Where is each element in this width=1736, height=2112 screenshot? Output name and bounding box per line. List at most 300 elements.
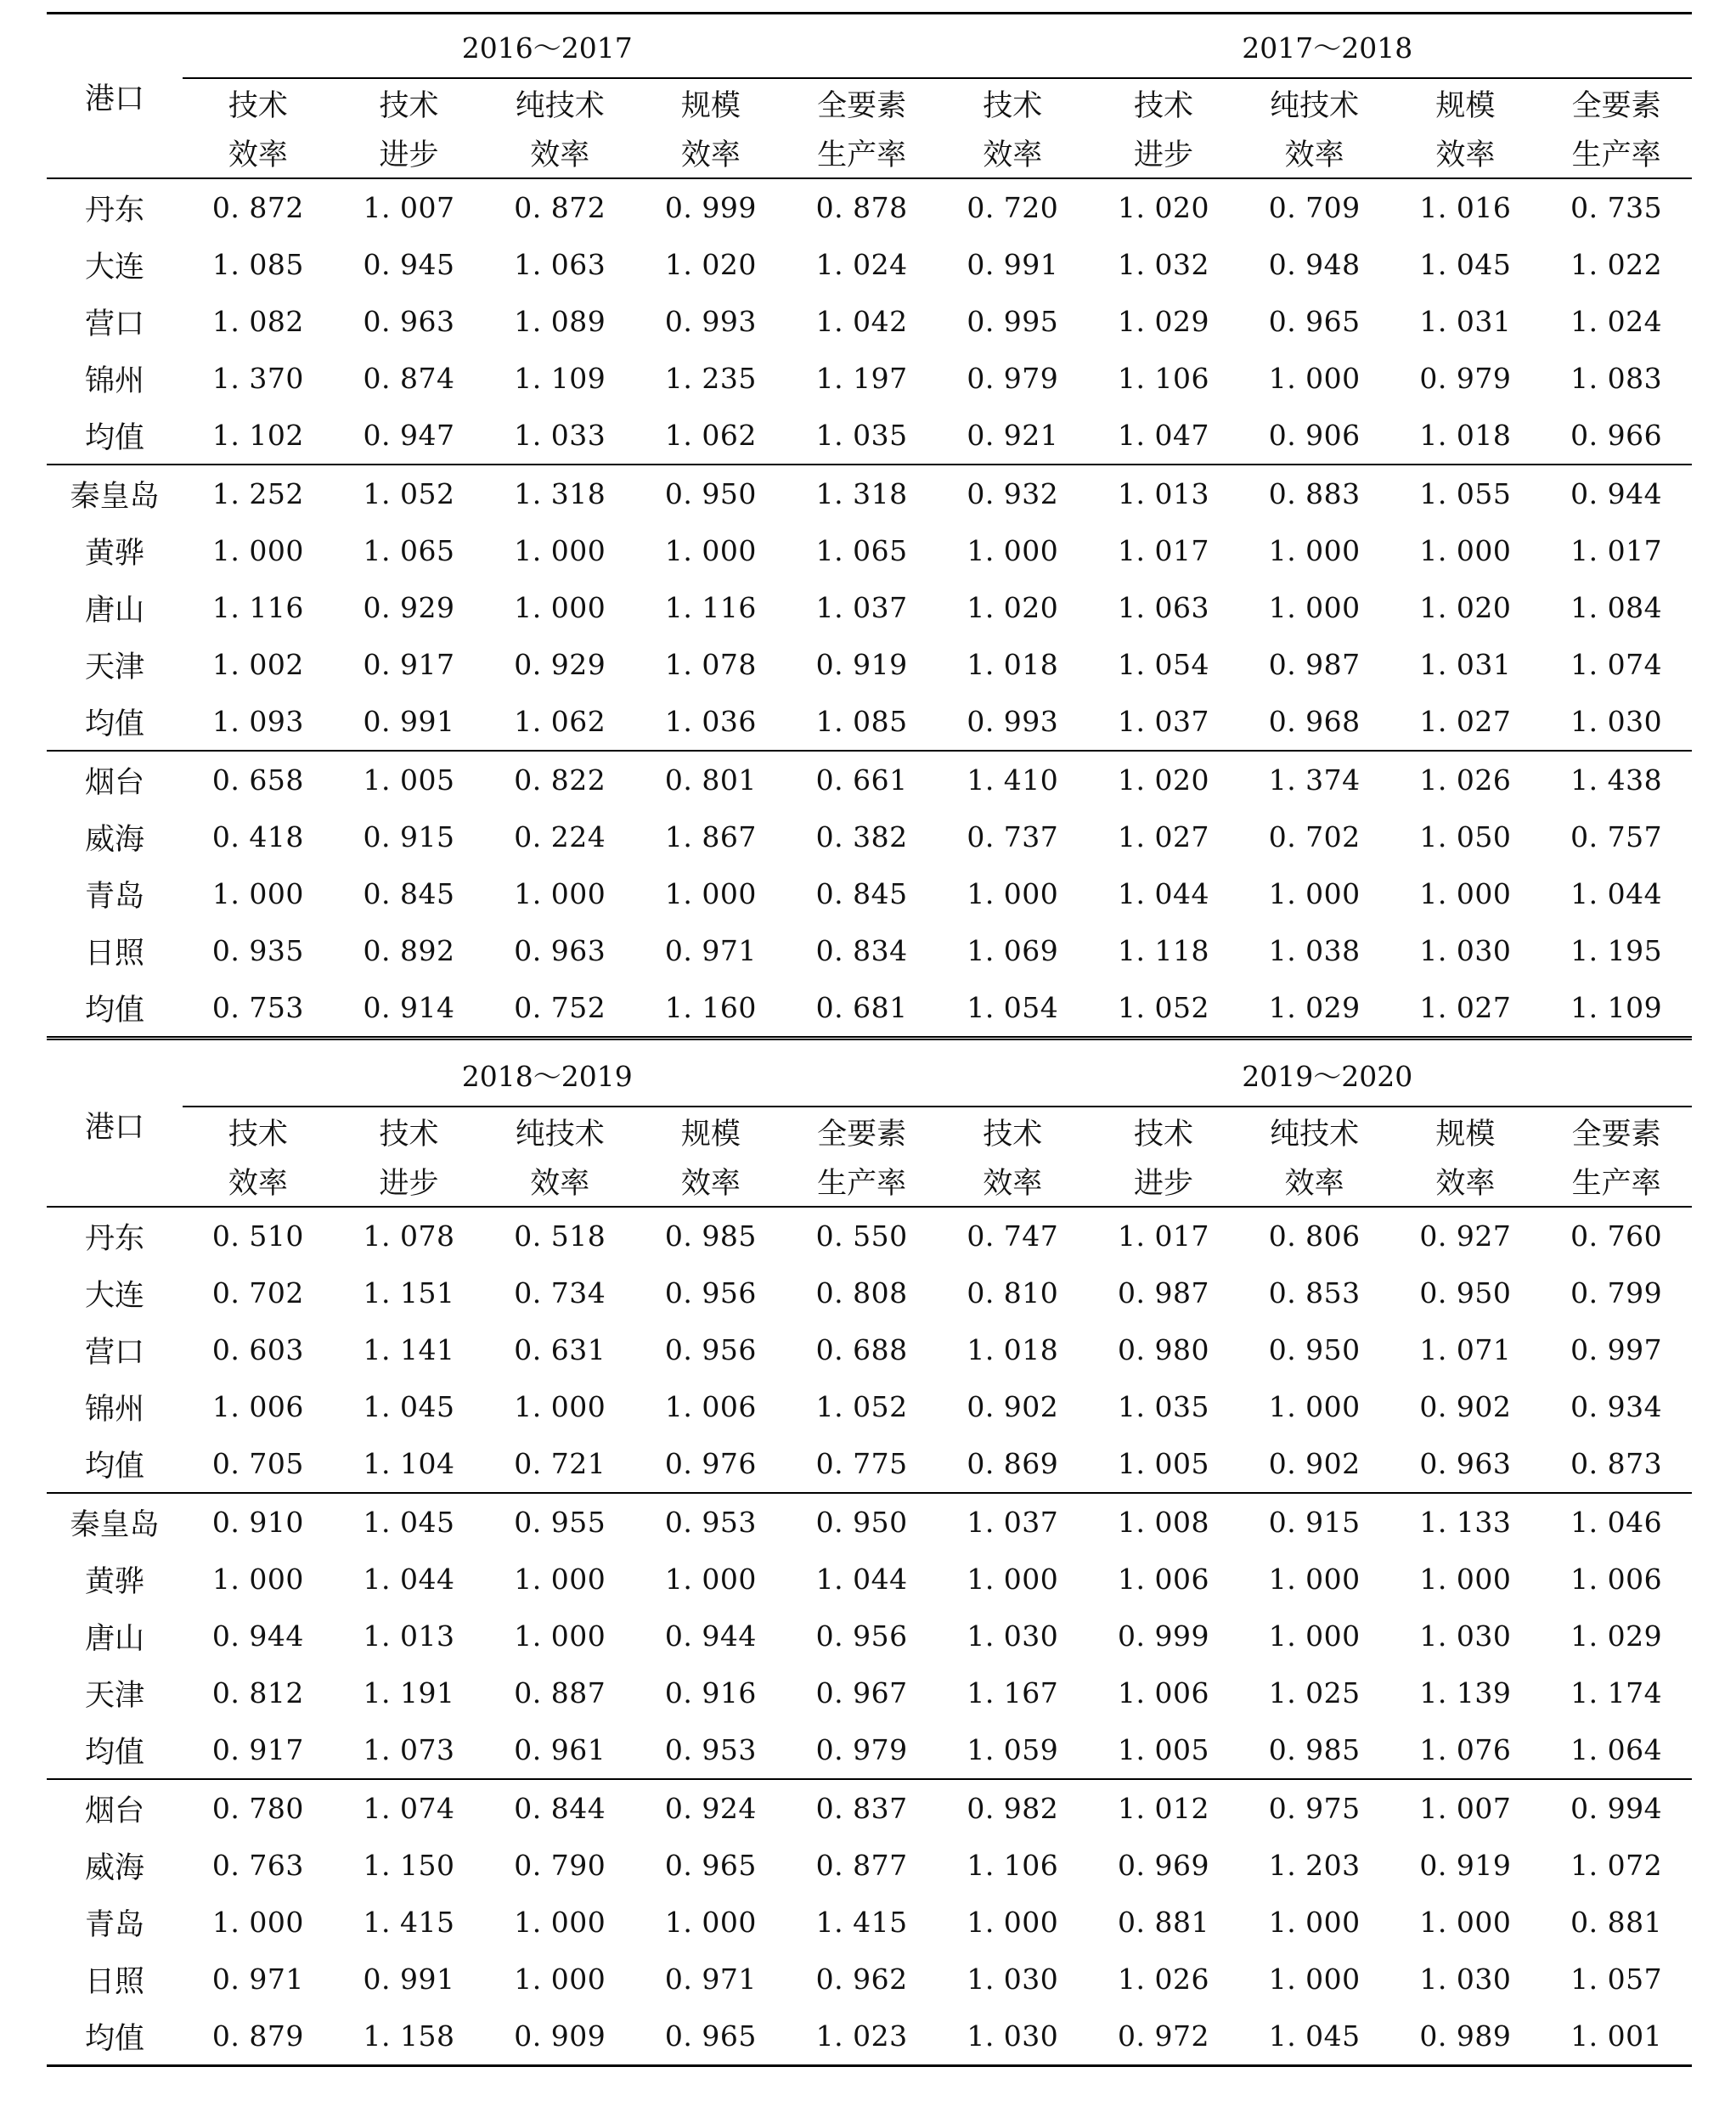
value-cell: 0. 224 [514,820,606,853]
value-cell: 0. 976 [635,1435,786,1493]
value-cell: 0. 965 [635,2008,786,2066]
value-cell: 1. 018 [967,1333,1059,1366]
value-cell: 0. 945 [363,248,455,281]
value-cell: 1. 044 [815,1563,908,1596]
value-cell: 1. 000 [514,591,606,624]
value-cell: 0. 877 [815,1849,908,1882]
value-cell: 0. 956 [815,1619,908,1653]
period-header: 2019～2020 [937,1043,1692,1107]
metric-header-line: 效率 [937,1157,1088,1207]
value-cell: 1. 082 [211,305,304,338]
value-cell: 1. 020 [664,248,757,281]
value-cell: 1. 006 [1118,1676,1209,1709]
port-header: 港口 [47,14,183,179]
value-cell: 0. 881 [1570,1906,1663,1939]
metric-header-line: 规模 [1435,1118,1496,1152]
value-cell: 0. 705 [183,1435,334,1493]
metric-header-line: 效率 [635,128,786,178]
value-cell: 1. 052 [1088,979,1239,1039]
value-cell: 1. 073 [334,1721,485,1779]
value-cell: 1. 016 [1419,191,1512,224]
table-row [47,579,1692,636]
value-cell: 0. 927 [1419,1219,1512,1253]
metric-header-line: 全要素 [817,1118,907,1152]
value-cell: 1. 000 [211,877,304,910]
value-cell: 1. 106 [1118,362,1209,395]
value-cell: 1. 042 [815,305,908,338]
value-cell: 1. 000 [1268,591,1361,624]
metric-header-line: 纯技术 [1270,1118,1360,1152]
value-cell: 1. 031 [1419,648,1512,681]
value-cell: 0. 382 [815,820,908,853]
value-cell: 1. 410 [967,763,1059,797]
metric-header-line: 效率 [183,128,334,178]
value-cell: 0. 979 [1419,362,1512,395]
value-cell: 1. 045 [363,1506,455,1539]
metric-header-line: 效率 [1239,128,1390,178]
value-cell: 0. 872 [514,191,606,224]
table-row [47,1207,1692,1264]
value-cell: 1. 017 [1118,534,1209,567]
table-row [47,1951,1692,2008]
metric-header-line: 进步 [334,128,485,178]
value-cell: 1. 000 [1268,1390,1361,1423]
value-cell: 0. 934 [1570,1390,1663,1423]
value-cell: 1. 035 [1118,1390,1209,1423]
value-cell: 0. 747 [967,1219,1059,1253]
value-cell: 0. 418 [211,820,304,853]
port-name: 均值 [47,407,183,465]
value-cell: 1. 045 [1239,2008,1390,2066]
port-name: 均值 [47,693,183,751]
metric-header-line: 效率 [484,128,635,178]
value-cell: 0. 971 [664,1963,757,1996]
value-cell: 1. 031 [1419,305,1512,338]
value-cell: 1. 030 [1419,1619,1512,1653]
value-cell: 1. 036 [635,693,786,751]
metric-header-line: 纯技术 [1270,89,1360,123]
value-cell: 0. 872 [211,191,304,224]
value-cell: 1. 063 [514,248,606,281]
value-cell: 1. 069 [967,934,1059,967]
value-cell: 0. 869 [937,1435,1088,1493]
value-cell: 0. 909 [484,2008,635,2066]
table-row [47,178,1692,236]
value-cell: 0. 963 [363,305,455,338]
metric-header-line: 效率 [484,1157,635,1207]
port-name: 大连 [84,250,144,284]
value-cell: 1. 197 [815,362,908,395]
value-cell: 0. 834 [815,934,908,967]
metric-header-line: 生产率 [1541,1157,1692,1207]
value-cell: 1. 000 [514,1619,606,1653]
value-cell: 1. 084 [1570,591,1663,624]
port-name: 丹东 [84,1221,144,1256]
port-name: 烟台 [84,765,144,800]
value-cell: 0. 944 [211,1619,304,1653]
value-cell: 0. 914 [334,979,485,1039]
value-cell: 1. 005 [363,763,455,797]
port-name: 日照 [84,936,144,971]
port-name: 天津 [84,1678,144,1713]
table-row [47,808,1692,865]
table-row [47,1321,1692,1378]
value-cell: 1. 000 [1268,362,1361,395]
value-cell: 0. 999 [1118,1619,1209,1653]
metric-header-line: 全要素 [1571,89,1661,123]
metric-header-line: 进步 [1088,128,1239,178]
value-cell: 0. 661 [815,763,908,797]
value-cell: 1. 052 [815,1390,908,1423]
value-cell: 1. 000 [967,877,1059,910]
port-name: 锦州 [84,1392,144,1427]
value-cell: 0. 915 [363,820,455,853]
value-cell: 1. 020 [967,591,1059,624]
value-cell: 1. 116 [211,591,304,624]
metric-header-line: 技术 [228,1118,288,1152]
table-row [47,1721,1692,1779]
port-header: 港口 [47,1043,183,1207]
value-cell: 1. 029 [1239,979,1390,1039]
value-cell: 1. 006 [1570,1563,1663,1596]
value-cell: 1. 062 [484,693,635,751]
value-cell: 1. 000 [1268,1906,1361,1939]
value-cell: 0. 947 [334,407,485,465]
value-cell: 0. 808 [815,1276,908,1309]
value-cell: 1. 002 [211,648,304,681]
value-cell: 0. 883 [1268,477,1361,510]
value-cell: 0. 948 [1268,248,1361,281]
table-row [47,407,1692,465]
value-cell: 1. 054 [937,979,1088,1039]
port-name: 秦皇岛 [70,1507,160,1542]
value-cell: 0. 916 [664,1676,757,1709]
results-table-bottom [47,1043,1692,2067]
value-cell: 0. 989 [1390,2008,1542,2066]
value-cell: 1. 203 [1268,1849,1361,1882]
value-cell: 0. 953 [664,1506,757,1539]
port-name: 威海 [84,1850,144,1885]
table-row [47,1264,1692,1321]
table-row [47,350,1692,407]
value-cell: 1. 012 [1118,1792,1209,1825]
metric-header-line: 技术 [228,89,288,123]
value-cell: 0. 688 [815,1333,908,1366]
value-cell: 1. 118 [1118,934,1209,967]
value-cell: 0. 950 [1419,1276,1512,1309]
value-cell: 1. 006 [1118,1563,1209,1596]
value-cell: 1. 141 [363,1333,455,1366]
value-cell: 0. 991 [363,1963,455,1996]
value-cell: 1. 083 [1570,362,1663,395]
value-cell: 0. 917 [363,648,455,681]
value-cell: 1. 133 [1419,1506,1512,1539]
value-cell: 1. 026 [1118,1963,1209,1996]
port-name: 唐山 [84,593,144,628]
value-cell: 0. 681 [786,979,938,1039]
value-cell: 0. 995 [967,305,1059,338]
value-cell: 1. 089 [514,305,606,338]
metric-header-line: 生产率 [786,128,938,178]
value-cell: 0. 702 [211,1276,304,1309]
table-row [47,465,1692,522]
value-cell: 1. 038 [1268,934,1361,967]
value-cell: 0. 919 [1419,1849,1512,1882]
value-cell: 1. 000 [1268,1963,1361,1996]
value-cell: 0. 709 [1268,191,1361,224]
value-cell: 1. 024 [1570,305,1663,338]
value-cell: 1. 026 [1419,763,1512,797]
value-cell: 0. 971 [211,1963,304,1996]
metric-header-line: 规模 [1435,89,1496,123]
value-cell: 1. 104 [334,1435,485,1493]
value-cell: 1. 057 [1570,1963,1663,1996]
port-name: 锦州 [84,363,144,398]
value-cell: 0. 902 [1419,1390,1512,1423]
port-name: 营口 [84,307,144,341]
metric-header-line: 效率 [635,1157,786,1207]
value-cell: 0. 962 [815,1963,908,1996]
value-cell: 1. 072 [1570,1849,1663,1882]
value-cell: 1. 062 [635,407,786,465]
port-name: 烟台 [84,1794,144,1828]
value-cell: 1. 000 [514,1563,606,1596]
value-cell: 1. 000 [514,877,606,910]
value-cell: 0. 929 [363,591,455,624]
value-cell: 0. 991 [334,693,485,751]
value-cell: 0. 987 [1118,1276,1209,1309]
value-cell: 1. 029 [1570,1619,1663,1653]
table-row [47,865,1692,922]
value-cell: 1. 025 [1268,1676,1361,1709]
value-cell: 1. 020 [1118,763,1209,797]
table-row [47,1378,1692,1435]
value-cell: 1. 158 [334,2008,485,2066]
value-cell: 1. 013 [363,1619,455,1653]
value-cell: 0. 965 [664,1849,757,1882]
value-cell: 1. 093 [183,693,334,751]
value-cell: 1. 052 [363,477,455,510]
value-cell: 1. 151 [363,1276,455,1309]
value-cell: 0. 752 [484,979,635,1039]
value-cell: 0. 845 [815,877,908,910]
value-cell: 1. 037 [1088,693,1239,751]
value-cell: 0. 760 [1570,1219,1663,1253]
value-cell: 0. 997 [1570,1333,1663,1366]
table-row [47,979,1692,1039]
value-cell: 1. 035 [786,407,938,465]
value-cell: 1. 037 [967,1506,1059,1539]
table-row [47,922,1692,979]
value-cell: 0. 790 [514,1849,606,1882]
value-cell: 1. 000 [1419,877,1512,910]
value-cell: 1. 044 [1570,877,1663,910]
value-cell: 1. 018 [967,648,1059,681]
value-cell: 0. 968 [1239,693,1390,751]
metric-header-line: 全要素 [817,89,907,123]
table-row [47,522,1692,579]
metric-header-line: 效率 [1390,1157,1542,1207]
value-cell: 1. 037 [815,591,908,624]
port-name: 青岛 [84,1907,144,1942]
value-cell: 0. 979 [967,362,1059,395]
value-cell: 0. 987 [1268,648,1361,681]
value-cell: 1. 195 [1570,934,1663,967]
value-cell: 0. 780 [211,1792,304,1825]
value-cell: 1. 030 [967,1963,1059,1996]
value-cell: 1. 150 [363,1849,455,1882]
table-row [47,693,1692,751]
value-cell: 0. 737 [967,820,1059,853]
value-cell: 1. 054 [1118,648,1209,681]
value-cell: 1. 007 [1419,1792,1512,1825]
value-cell: 0. 879 [183,2008,334,2066]
value-cell: 1. 078 [664,648,757,681]
value-cell: 1. 000 [514,534,606,567]
metric-header-line: 技术 [1133,1118,1193,1152]
value-cell: 1. 030 [967,1619,1059,1653]
table-row [47,636,1692,693]
value-cell: 1. 045 [363,1390,455,1423]
value-cell: 1. 000 [664,1906,757,1939]
value-cell: 0. 550 [815,1219,908,1253]
value-cell: 0. 873 [1541,1435,1692,1493]
value-cell: 0. 878 [815,191,908,224]
value-cell: 0. 950 [664,477,757,510]
value-cell: 0. 985 [664,1219,757,1253]
value-cell: 0. 902 [967,1390,1059,1423]
results-table-top [47,12,1692,1040]
port-name: 唐山 [84,1621,144,1656]
metric-header-line: 效率 [937,128,1088,178]
value-cell: 0. 969 [1118,1849,1209,1882]
value-cell: 1. 074 [1570,648,1663,681]
value-cell: 1. 085 [786,693,938,751]
value-cell: 0. 734 [514,1276,606,1309]
value-cell: 1. 000 [1419,534,1512,567]
value-cell: 0. 956 [664,1276,757,1309]
value-cell: 1. 024 [815,248,908,281]
metric-header-line: 生产率 [786,1157,938,1207]
value-cell: 0. 980 [1118,1333,1209,1366]
value-cell: 1. 027 [1390,693,1542,751]
value-cell: 0. 979 [786,1721,938,1779]
value-cell: 0. 993 [664,305,757,338]
value-cell: 1. 033 [484,407,635,465]
metric-header-line: 技术 [983,1118,1043,1152]
metric-header-line: 技术 [983,89,1043,123]
value-cell: 1. 000 [1268,534,1361,567]
port-name: 青岛 [84,879,144,914]
value-cell: 0. 720 [967,191,1059,224]
port-name: 威海 [84,822,144,857]
value-cell: 0. 944 [664,1619,757,1653]
value-cell: 0. 961 [484,1721,635,1779]
period-header: 2017～2018 [937,14,1692,79]
value-cell: 1. 235 [664,362,757,395]
value-cell: 1. 029 [1118,305,1209,338]
value-cell: 0. 844 [514,1792,606,1825]
value-cell: 1. 027 [1390,979,1542,1039]
table-row [47,751,1692,808]
value-cell: 1. 071 [1419,1333,1512,1366]
value-cell: 0. 953 [635,1721,786,1779]
value-cell: 1. 059 [937,1721,1088,1779]
value-cell: 0. 932 [967,477,1059,510]
table-row [47,1779,1692,1837]
value-cell: 1. 318 [815,477,908,510]
value-cell: 1. 109 [514,362,606,395]
value-cell: 1. 045 [1419,248,1512,281]
value-cell: 1. 055 [1419,477,1512,510]
metric-header-line: 技术 [379,1118,439,1152]
value-cell: 1. 000 [514,1906,606,1939]
value-cell: 0. 892 [363,934,455,967]
value-cell: 0. 999 [664,191,757,224]
value-cell: 0. 917 [183,1721,334,1779]
value-cell: 1. 000 [1268,1619,1361,1653]
value-cell: 1. 063 [1118,591,1209,624]
value-cell: 0. 603 [211,1333,304,1366]
value-cell: 1. 000 [967,534,1059,567]
value-cell: 1. 000 [967,1563,1059,1596]
value-cell: 0. 950 [815,1506,908,1539]
value-cell: 0. 881 [1118,1906,1209,1939]
value-cell: 0. 924 [664,1792,757,1825]
value-cell: 1. 000 [1419,1563,1512,1596]
value-cell: 0. 971 [664,934,757,967]
value-cell: 0. 906 [1239,407,1390,465]
value-cell: 0. 935 [211,934,304,967]
value-cell: 0. 658 [211,763,304,797]
port-name: 丹东 [84,193,144,228]
value-cell: 1. 160 [635,979,786,1039]
value-cell: 0. 763 [211,1849,304,1882]
value-cell: 1. 006 [664,1390,757,1423]
value-cell: 1. 191 [363,1676,455,1709]
value-cell: 0. 518 [514,1219,606,1253]
value-cell: 0. 702 [1268,820,1361,853]
value-cell: 0. 753 [183,979,334,1039]
value-cell: 1. 415 [363,1906,455,1939]
value-cell: 1. 438 [1570,763,1663,797]
port-name: 营口 [84,1335,144,1370]
value-cell: 0. 966 [1541,407,1692,465]
value-cell: 0. 887 [514,1676,606,1709]
value-cell: 1. 020 [1118,191,1209,224]
value-cell: 1. 017 [1118,1219,1209,1253]
value-cell: 0. 955 [514,1506,606,1539]
value-cell: 0. 757 [1570,820,1663,853]
value-cell: 1. 030 [1541,693,1692,751]
table-row [47,1435,1692,1493]
value-cell: 1. 018 [1390,407,1542,465]
value-cell: 0. 965 [1268,305,1361,338]
value-cell: 1. 085 [211,248,304,281]
value-cell: 1. 076 [1390,1721,1542,1779]
value-cell: 0. 975 [1268,1792,1361,1825]
value-cell: 1. 005 [1088,1435,1239,1493]
value-cell: 0. 963 [514,934,606,967]
table-row [47,1837,1692,1894]
table-row [47,293,1692,350]
value-cell: 1. 139 [1419,1676,1512,1709]
value-cell: 0. 910 [211,1506,304,1539]
port-name: 黄骅 [84,536,144,571]
value-cell: 0. 950 [1268,1333,1361,1366]
value-cell: 1. 022 [1570,248,1663,281]
value-cell: 1. 867 [664,820,757,853]
